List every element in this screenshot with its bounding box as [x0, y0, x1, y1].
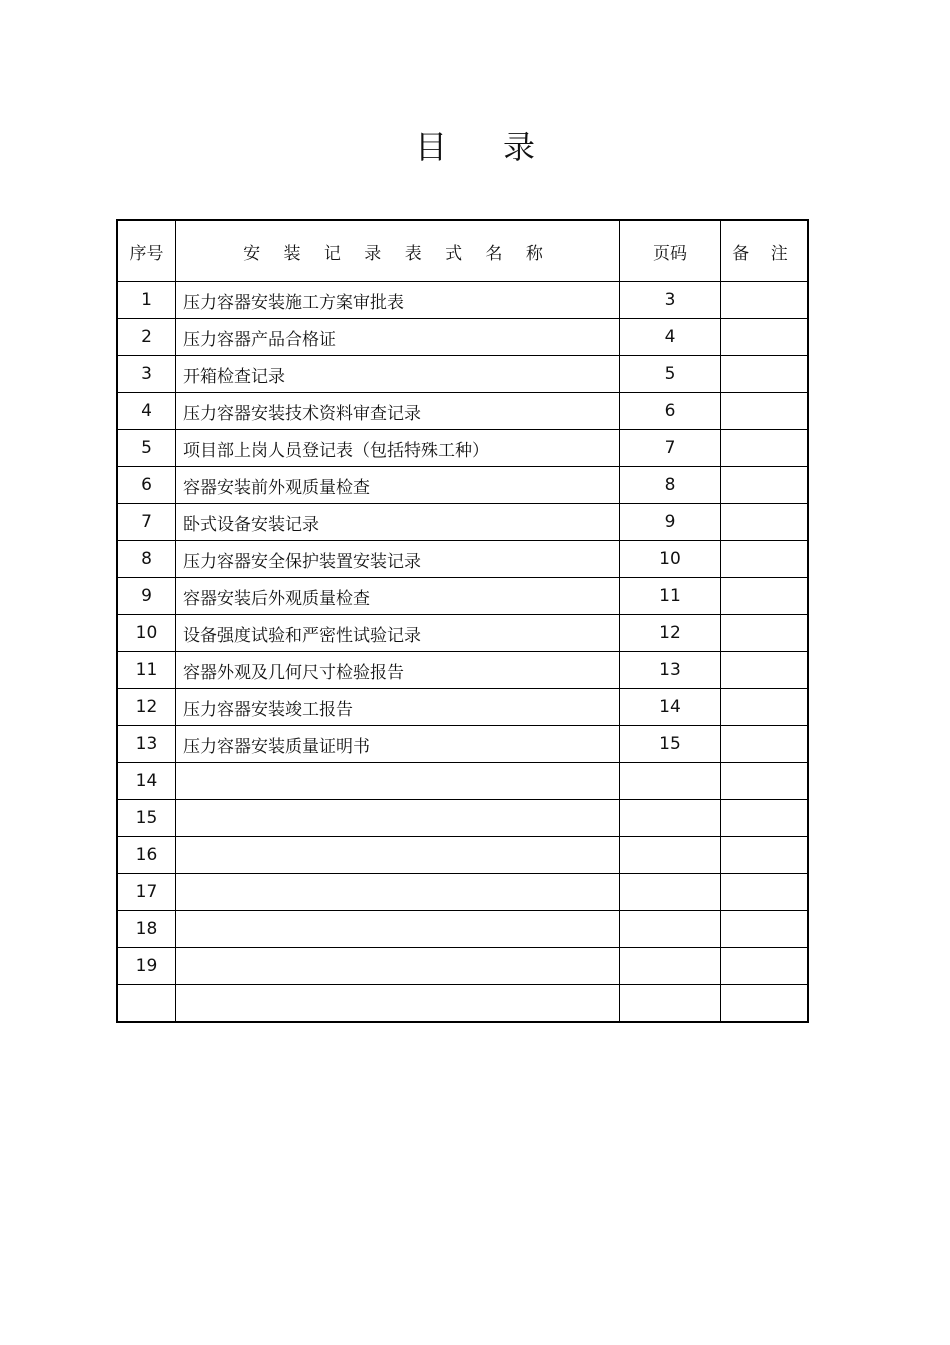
table-row	[117, 430, 808, 467]
row-no	[117, 726, 176, 763]
row-page-text: 11	[659, 586, 681, 606]
row-note	[721, 319, 809, 356]
table-row	[117, 615, 808, 652]
row-page	[620, 948, 721, 985]
contents-table	[116, 219, 809, 1023]
row-page	[620, 689, 721, 726]
row-no	[117, 467, 176, 504]
row-no-text: 14	[135, 771, 158, 791]
row-page-text: 6	[664, 401, 676, 421]
table-row	[117, 282, 808, 319]
row-name-text: 项目部上岗人员登记表（包括特殊工种）	[183, 440, 489, 461]
row-name-text: 容器外观及几何尺寸检验报告	[183, 662, 404, 683]
row-page	[620, 319, 721, 356]
header-no: 序号	[117, 220, 176, 282]
row-no-text: 5	[141, 438, 152, 458]
row-page	[620, 393, 721, 430]
row-name	[176, 948, 620, 985]
row-page-text: 15	[659, 734, 681, 754]
row-no	[117, 356, 176, 393]
row-page	[620, 430, 721, 467]
row-no-text: 4	[141, 401, 152, 421]
row-name-text: 容器安装前外观质量检查	[183, 477, 370, 498]
row-page-text: 10	[659, 549, 681, 569]
row-name-text	[176, 919, 183, 939]
table-row	[117, 985, 808, 1023]
row-page-text: 9	[664, 512, 676, 532]
row-note	[721, 652, 809, 689]
row-note	[721, 837, 809, 874]
table-row	[117, 319, 808, 356]
row-page	[620, 763, 721, 800]
row-name-text: 设备强度试验和严密性试验记录	[183, 625, 421, 646]
table-row	[117, 578, 808, 615]
row-page	[620, 911, 721, 948]
row-no-text: 13	[135, 734, 158, 754]
row-name	[176, 800, 620, 837]
row-page-text: 5	[664, 364, 676, 384]
row-name	[176, 319, 620, 356]
row-no-text: 8	[141, 549, 152, 569]
table-row	[117, 541, 808, 578]
row-note	[721, 911, 809, 948]
row-no-text: 11	[135, 660, 158, 680]
row-name	[176, 874, 620, 911]
row-name-text: 压力容器安装质量证明书	[183, 736, 370, 757]
row-note	[721, 763, 809, 800]
row-name-text	[176, 956, 183, 976]
row-name	[176, 726, 620, 763]
row-name-text: 容器安装后外观质量检查	[183, 588, 370, 609]
row-note	[721, 356, 809, 393]
row-page-text: 12	[659, 623, 681, 643]
row-name	[176, 985, 620, 1023]
row-page	[620, 615, 721, 652]
row-note	[721, 467, 809, 504]
row-name-text	[176, 845, 183, 865]
header-note: 备 注	[721, 220, 809, 282]
row-no	[117, 578, 176, 615]
row-name	[176, 541, 620, 578]
row-no	[117, 504, 176, 541]
row-note	[721, 615, 809, 652]
row-note	[721, 282, 809, 319]
row-page	[620, 282, 721, 319]
row-no	[117, 282, 176, 319]
row-no	[117, 319, 176, 356]
table-row	[117, 837, 808, 874]
row-name-text: 压力容器安装技术资料审查记录	[183, 403, 421, 424]
row-page	[620, 985, 721, 1023]
row-name	[176, 615, 620, 652]
row-page-text: 4	[664, 327, 676, 347]
row-name-text	[176, 808, 183, 828]
row-no-text: 3	[141, 364, 152, 384]
row-page	[620, 874, 721, 911]
row-name-text: 压力容器安装竣工报告	[183, 699, 353, 720]
row-note	[721, 504, 809, 541]
row-no	[117, 393, 176, 430]
row-name	[176, 763, 620, 800]
table-row	[117, 356, 808, 393]
row-no-text: 6	[141, 475, 152, 495]
row-name	[176, 504, 620, 541]
row-no	[117, 615, 176, 652]
row-name-text	[176, 771, 183, 791]
table-row	[117, 393, 808, 430]
table-header-row	[117, 220, 808, 282]
row-no-text: 16	[135, 845, 158, 865]
row-page-text: 14	[659, 697, 681, 717]
row-no	[117, 689, 176, 726]
row-name	[176, 430, 620, 467]
row-no	[117, 874, 176, 911]
row-page	[620, 837, 721, 874]
table-body	[117, 282, 808, 1023]
row-note	[721, 578, 809, 615]
header-page: 页码	[620, 220, 721, 282]
row-no-text: 2	[141, 327, 152, 347]
row-page	[620, 800, 721, 837]
table-row	[117, 800, 808, 837]
table-row	[117, 726, 808, 763]
row-no	[117, 652, 176, 689]
row-no	[117, 911, 176, 948]
row-no	[117, 837, 176, 874]
table-row	[117, 874, 808, 911]
row-no-text: 12	[135, 697, 158, 717]
row-page-text: 3	[664, 290, 676, 310]
row-no-text: 10	[135, 623, 158, 643]
row-name	[176, 911, 620, 948]
row-no	[117, 763, 176, 800]
row-name	[176, 282, 620, 319]
row-no-text: 15	[135, 808, 158, 828]
row-name	[176, 578, 620, 615]
row-no-text: 7	[141, 512, 152, 532]
row-page	[620, 504, 721, 541]
row-note	[721, 800, 809, 837]
row-page	[620, 578, 721, 615]
table-row	[117, 689, 808, 726]
table-row	[117, 911, 808, 948]
row-page-text: 7	[664, 438, 676, 458]
row-note	[721, 430, 809, 467]
row-page	[620, 541, 721, 578]
table-row	[117, 763, 808, 800]
row-no	[117, 541, 176, 578]
table-row	[117, 948, 808, 985]
row-no-text: 19	[135, 956, 158, 976]
row-name	[176, 393, 620, 430]
row-page	[620, 356, 721, 393]
row-name	[176, 689, 620, 726]
row-page	[620, 726, 721, 763]
row-page	[620, 652, 721, 689]
row-note	[721, 541, 809, 578]
row-name	[176, 467, 620, 504]
row-note	[721, 948, 809, 985]
row-no	[117, 430, 176, 467]
row-no	[117, 948, 176, 985]
row-page	[620, 467, 721, 504]
header-name: 安 装 记 录 表 式 名 称	[176, 220, 620, 282]
row-name-text: 卧式设备安装记录	[183, 514, 319, 535]
row-note	[721, 393, 809, 430]
row-name-text: 压力容器安全保护装置安装记录	[183, 551, 421, 572]
row-no	[117, 800, 176, 837]
row-name-text	[176, 993, 183, 1013]
row-note	[721, 985, 809, 1023]
row-page-text: 13	[659, 660, 681, 680]
row-note	[721, 726, 809, 763]
row-note	[721, 689, 809, 726]
row-name	[176, 356, 620, 393]
row-name-text: 压力容器安装施工方案审批表	[183, 292, 404, 313]
table-row	[117, 504, 808, 541]
row-name-text	[176, 882, 183, 902]
title-char-1: 目	[414, 128, 447, 166]
row-no-text: 9	[141, 586, 152, 606]
row-no-text: 18	[135, 919, 158, 939]
row-no-text: 17	[135, 882, 158, 902]
row-name	[176, 652, 620, 689]
table-row	[117, 467, 808, 504]
row-name	[176, 837, 620, 874]
row-no	[117, 985, 176, 1023]
page-title	[0, 122, 950, 168]
row-name-text: 开箱检查记录	[183, 366, 285, 387]
table-row	[117, 652, 808, 689]
row-note	[721, 874, 809, 911]
row-no-text: 1	[141, 290, 152, 310]
row-page-text: 8	[664, 475, 676, 495]
title-char-2: 录	[503, 128, 536, 166]
row-name-text: 压力容器产品合格证	[183, 329, 336, 350]
